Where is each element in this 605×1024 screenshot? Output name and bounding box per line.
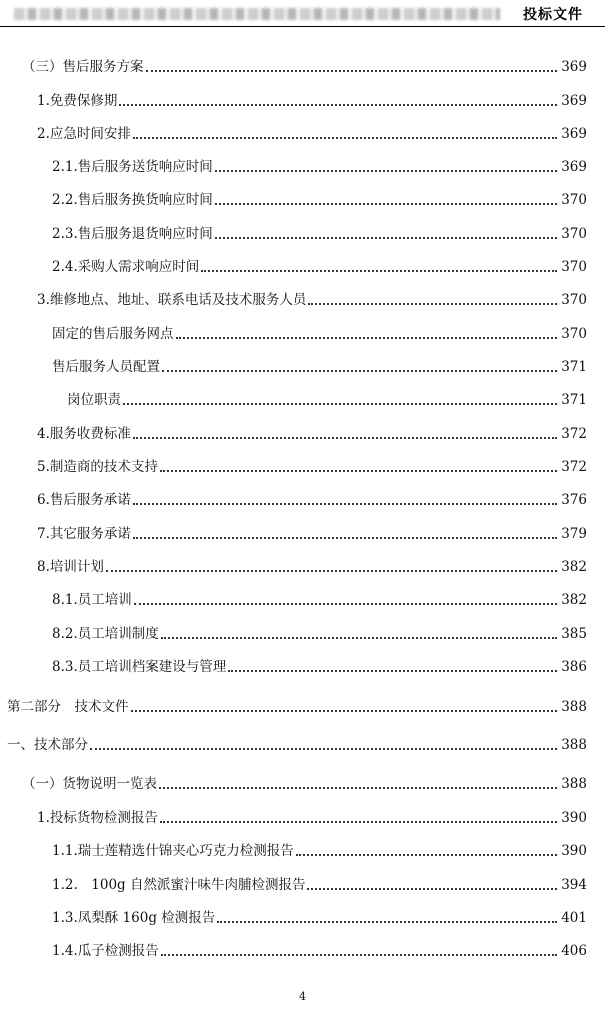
toc-entry-page: 370 [561, 326, 587, 342]
toc-entry[interactable] [0, 804, 587, 828]
toc-entry[interactable] [0, 353, 587, 377]
toc-entry[interactable] [0, 220, 587, 244]
toc-entry-title: （三）售后服务方案 [22, 59, 144, 75]
toc-leader-dots [146, 70, 558, 72]
toc-entry-page: 371 [561, 392, 587, 408]
toc-entry-title: （一）货物说明一览表 [22, 776, 157, 792]
toc-entry-page: 370 [561, 226, 587, 242]
toc-leader-dots [133, 503, 557, 505]
toc-entry-title: 5.制造商的技术支持 [37, 459, 158, 475]
toc-entry[interactable] [0, 120, 587, 144]
toc-entry-page: 382 [561, 592, 587, 608]
toc-leader-dots [90, 748, 557, 750]
toc-leader-dots [201, 270, 557, 272]
toc-entry-page: 369 [561, 59, 587, 75]
toc-entry[interactable] [0, 770, 587, 794]
toc-leader-dots [123, 403, 557, 405]
toc-leader-dots [308, 303, 557, 305]
toc-entry-title: 1.3.凤梨酥 160g 检测报告 [52, 910, 216, 926]
toc-entry-title: 1.免费保修期 [37, 93, 118, 109]
page-header [0, 0, 605, 26]
toc-entry-title: 3.维修地点、地址、联系电话及技术服务人员 [37, 292, 307, 308]
toc-entry-title: 8.培训计划 [37, 559, 104, 575]
toc-entry[interactable] [0, 620, 587, 644]
toc-leader-dots [160, 821, 557, 823]
toc-entry-page: 388 [561, 737, 587, 753]
toc-leader-dots [134, 603, 557, 605]
toc-entry-page: 370 [561, 292, 587, 308]
toc-entry-page: 369 [561, 159, 587, 175]
toc-entry[interactable] [0, 87, 587, 111]
toc-entry[interactable] [0, 520, 587, 544]
page-number: 4 [299, 990, 306, 1003]
toc-entry-page: 390 [561, 843, 587, 859]
toc-entry-title: 2.1.售后服务送货响应时间 [52, 159, 213, 175]
toc-entry-page: 369 [561, 126, 587, 142]
toc-entry-title: 8.2.员工培训制度 [52, 626, 159, 642]
toc-entry-title: 售后服务人员配置 [52, 359, 160, 375]
toc-entry-page: 372 [561, 426, 587, 442]
toc-entry[interactable] [0, 871, 587, 895]
toc-entry-page: 386 [561, 659, 587, 675]
toc-leader-dots [215, 203, 557, 205]
toc-entry[interactable] [0, 320, 587, 344]
toc-entry[interactable] [0, 153, 587, 177]
toc-entry-title: 4.服务收费标准 [37, 426, 131, 442]
toc-entry[interactable] [0, 186, 587, 210]
toc-leader-dots [215, 170, 557, 172]
header-rule [0, 26, 605, 27]
toc-entry-page: 406 [561, 943, 587, 959]
toc-leader-dots [159, 787, 557, 789]
toc-entry-title: 一、技术部分 [7, 737, 88, 753]
toc-entry[interactable] [0, 553, 587, 577]
toc-entry-page: 369 [561, 93, 587, 109]
toc-entry-title: 2.应急时间安排 [37, 126, 131, 142]
toc-entry[interactable] [0, 53, 587, 77]
toc-entry-page: 390 [561, 810, 587, 826]
toc-leader-dots [307, 888, 557, 890]
toc-leader-dots [133, 137, 557, 139]
toc-entry-page: 385 [561, 626, 587, 642]
toc-entry[interactable] [0, 586, 587, 610]
toc-entry-page: 394 [561, 877, 587, 893]
toc-entry-title: 2.3.售后服务退货响应时间 [52, 226, 213, 242]
toc-entry[interactable] [0, 253, 587, 277]
toc-entry-title: 固定的售后服务网点 [52, 326, 174, 342]
toc-entry-title: 1.2. 100g 自然派蜜汁味牛肉脯检测报告 [52, 877, 306, 893]
toc-entry-page: 388 [561, 776, 587, 792]
toc-leader-dots [133, 437, 557, 439]
toc-entry-title: 2.2.售后服务换货响应时间 [52, 192, 213, 208]
toc-entry-title: 1.4.瓜子检测报告 [52, 943, 159, 959]
toc-leader-dots [217, 921, 557, 923]
toc-entry[interactable] [0, 653, 587, 677]
toc-leader-dots [106, 570, 557, 572]
toc-entry-title: 1.1.瑞士莲精选什锦夹心巧克力检测报告 [52, 843, 294, 859]
toc-entry-page: 372 [561, 459, 587, 475]
header-title: 投标文件 [523, 7, 583, 23]
toc-leader-dots [215, 237, 557, 239]
toc-entry-page: 401 [561, 910, 587, 926]
toc-entry[interactable] [0, 486, 587, 510]
toc-entry-title: 8.3.员工培训档案建设与管理 [52, 659, 227, 675]
toc-entry-page: 370 [561, 259, 587, 275]
toc-leader-dots [133, 537, 557, 539]
toc-leader-dots [162, 370, 557, 372]
toc-entry-page: 370 [561, 192, 587, 208]
toc-entry[interactable] [0, 731, 587, 755]
toc-entry-title: 岗位职责 [67, 392, 121, 408]
toc-leader-dots [161, 954, 557, 956]
toc-entry[interactable] [0, 286, 587, 310]
toc-entry-title: 6.售后服务承诺 [37, 492, 131, 508]
toc-entry-page: 388 [561, 699, 587, 715]
toc-entry-page: 376 [561, 492, 587, 508]
toc-entry-title: 1.投标货物检测报告 [37, 810, 158, 826]
blurred-header-text [14, 8, 500, 20]
toc-entry-page: 382 [561, 559, 587, 575]
toc-leader-dots [119, 104, 557, 106]
toc-leader-dots [161, 637, 557, 639]
toc-entry[interactable] [0, 937, 587, 961]
toc-entry[interactable] [0, 693, 587, 717]
toc-entry[interactable] [0, 386, 587, 410]
toc-entry-title: 7.其它服务承诺 [37, 526, 131, 542]
toc-entry[interactable] [0, 837, 587, 861]
toc-entry-title: 8.1.员工培训 [52, 592, 132, 608]
toc-entry-title: 第二部分 技术文件 [7, 699, 129, 715]
toc-entry-title: 2.4.采购人需求响应时间 [52, 259, 200, 275]
toc-leader-dots [160, 470, 557, 472]
toc-entry-page: 379 [561, 526, 587, 542]
toc-leader-dots [296, 854, 557, 856]
toc-entry-page: 371 [561, 359, 587, 375]
toc-leader-dots [176, 337, 558, 339]
toc-leader-dots [228, 670, 557, 672]
toc-leader-dots [131, 710, 558, 712]
toc-entry[interactable] [0, 453, 587, 477]
toc-entry[interactable] [0, 420, 587, 444]
toc-entry[interactable] [0, 904, 587, 928]
